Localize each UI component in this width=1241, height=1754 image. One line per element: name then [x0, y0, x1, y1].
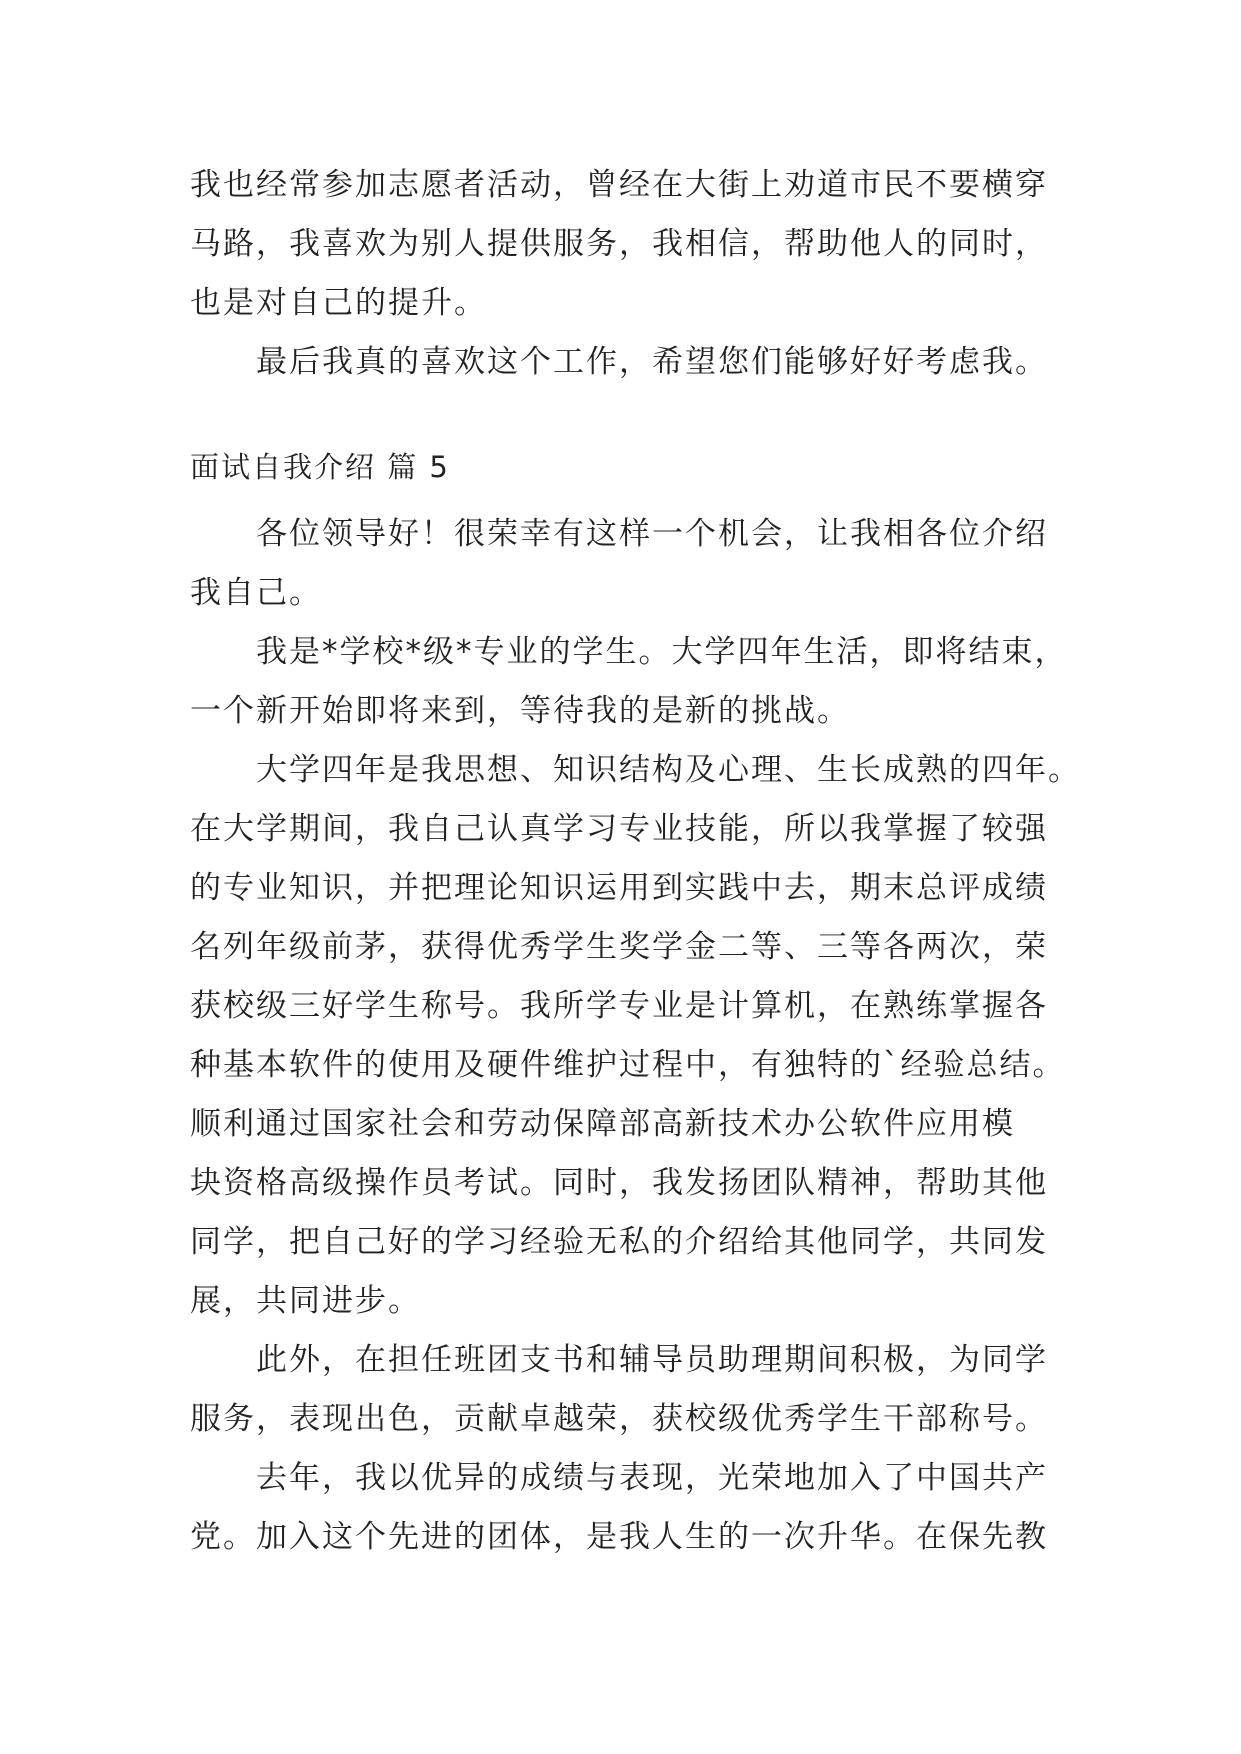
text-line: 我自己。	[190, 575, 322, 611]
text-line: 马路，我喜欢为别人提供服务，我相信，帮助他人的同时，	[190, 226, 1048, 262]
text-line: 的专业知识，并把理论知识运用到实践中去，期末总评成绩	[190, 870, 1048, 906]
text-line: 各位领导好！很荣幸有这样一个机会，让我相各位介绍	[256, 516, 1048, 552]
text-line: 我也经常参加志愿者活动，曾经在大街上劝道市民不要横穿	[190, 167, 1048, 203]
text-line: 去年，我以优异的成绩与表现，光荣地加入了中国共产	[256, 1460, 1048, 1496]
text-line: 党。加入这个先进的团体，是我人生的一次升华。在保先教	[190, 1519, 1048, 1555]
text-line: 名列年级前茅，获得优秀学生奖学金二等、三等各两次，荣	[190, 929, 1048, 965]
text-line: 种基本软件的使用及硬件维护过程中，有独特的`经验总结。	[190, 1047, 1066, 1083]
section-heading: 面试自我介绍 篇 5	[190, 450, 450, 484]
text-line: 块资格高级操作员考试。同时，我发扬团队精神，帮助其他	[190, 1165, 1048, 1201]
text-line: 获校级三好学生称号。我所学专业是计算机，在熟练掌握各	[190, 988, 1048, 1024]
text-line: 顺利通过国家社会和劳动保障部高新技术办公软件应用模	[190, 1106, 1015, 1142]
text-line: 大学四年是我思想、知识结构及心理、生长成熟的四年。	[256, 752, 1081, 788]
text-line: 展，共同进步。	[190, 1283, 421, 1319]
paragraph-self-intro	[190, 505, 1081, 1567]
paragraph-volunteer	[190, 156, 1070, 392]
text-line: 也是对自己的提升。	[190, 285, 487, 321]
text-line: 服务，表现出色，贡献卓越荣，获校级优秀学生干部称号。	[190, 1401, 1048, 1437]
text-line: 在大学期间，我自己认真学习专业技能，所以我掌握了较强	[190, 811, 1048, 847]
text-line: 我是*学校*级*专业的学生。大学四年生活，即将结束，	[256, 634, 1068, 670]
text-line: 同学，把自己好的学习经验无私的介绍给其他同学，共同发	[190, 1224, 1048, 1260]
text-line: 一个新开始即将来到，等待我的是新的挑战。	[190, 693, 850, 729]
text-line: 最后我真的喜欢这个工作，希望您们能够好好考虑我。	[256, 344, 1048, 380]
text-line: 此外，在担任班团支书和辅导员助理期间积极，为同学	[256, 1342, 1048, 1378]
